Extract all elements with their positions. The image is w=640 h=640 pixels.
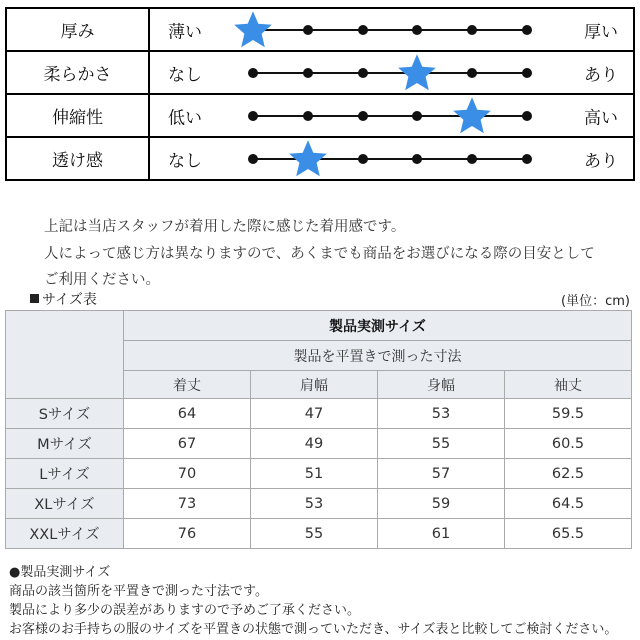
fit-notes bbox=[44, 214, 634, 294]
size-label: Lサイズ bbox=[6, 459, 124, 489]
size-value-cell: 70 bbox=[124, 459, 251, 489]
size-value-cell: 62.5 bbox=[505, 459, 632, 489]
size-value-cell: 73 bbox=[124, 489, 251, 519]
scale-dot bbox=[248, 154, 258, 164]
scale-dot bbox=[522, 111, 532, 121]
footer-line: 商品の該当箇所を平置きで測った寸法です。 bbox=[9, 584, 268, 599]
feel-attribute-label: 伸縮性 bbox=[6, 94, 149, 137]
size-value-cell: 76 bbox=[124, 519, 251, 549]
feel-scale bbox=[149, 94, 634, 137]
feel-rating-table bbox=[5, 7, 635, 181]
scale-low-label: なし bbox=[168, 151, 202, 171]
size-value-cell: 59.5 bbox=[505, 399, 632, 429]
scale-low-label: 薄い bbox=[168, 22, 202, 42]
feel-attribute-label: 柔らかさ bbox=[6, 51, 149, 94]
column-header: 身幅 bbox=[378, 371, 505, 399]
scale-dot bbox=[412, 25, 422, 35]
table-row bbox=[6, 459, 632, 489]
feel-attribute-label: 厚み bbox=[6, 8, 149, 51]
scale-low-label: なし bbox=[168, 65, 202, 85]
size-table-corner bbox=[6, 311, 124, 399]
size-value-cell: 60.5 bbox=[505, 429, 632, 459]
note-line: ご利用ください。 bbox=[44, 272, 160, 288]
scale-dot bbox=[467, 25, 477, 35]
scale-dot bbox=[522, 68, 532, 78]
column-header: 着丈 bbox=[124, 371, 251, 399]
scale-dot bbox=[248, 111, 258, 121]
column-header: 肩幅 bbox=[251, 371, 378, 399]
size-table-title-text: サイズ表 bbox=[42, 292, 97, 308]
size-value-cell: 67 bbox=[124, 429, 251, 459]
scale-track bbox=[253, 29, 527, 31]
column-header: 袖丈 bbox=[505, 371, 632, 399]
scale-track bbox=[253, 72, 527, 74]
size-table-title bbox=[30, 289, 97, 309]
scale-dot bbox=[303, 68, 313, 78]
size-value-cell: 64 bbox=[124, 399, 251, 429]
size-value-cell: 47 bbox=[251, 399, 378, 429]
scale-low-label: 低い bbox=[168, 108, 202, 128]
scale-dot bbox=[358, 68, 368, 78]
scale-dot bbox=[467, 68, 477, 78]
scale-dot bbox=[412, 111, 422, 121]
size-value-cell: 65.5 bbox=[505, 519, 632, 549]
square-bullet-icon bbox=[30, 294, 39, 303]
rating-star-icon bbox=[288, 138, 328, 178]
size-value-cell: 57 bbox=[378, 459, 505, 489]
scale-dot bbox=[358, 111, 368, 121]
feel-row bbox=[6, 8, 634, 51]
feel-row bbox=[6, 137, 634, 180]
size-table-header-main: 製品実測サイズ bbox=[124, 311, 632, 341]
note-line: 人によって感じ方は異なりますので、あくまでも商品をお選びになる際の目安として bbox=[44, 245, 595, 262]
size-value-cell: 55 bbox=[251, 519, 378, 549]
size-value-cell: 51 bbox=[251, 459, 378, 489]
scale-high-label: あり bbox=[584, 65, 618, 85]
scale-dot bbox=[522, 25, 532, 35]
table-row bbox=[6, 429, 632, 459]
scale-dot bbox=[303, 111, 313, 121]
scale-high-label: 高い bbox=[584, 108, 618, 128]
footer-notes bbox=[9, 563, 634, 639]
size-value-cell: 61 bbox=[378, 519, 505, 549]
rating-star-icon bbox=[452, 95, 492, 135]
size-value-cell: 53 bbox=[378, 399, 505, 429]
rating-star-icon bbox=[233, 9, 273, 49]
scale-dot bbox=[522, 154, 532, 164]
size-table bbox=[5, 310, 632, 549]
footer-line: お客様のお手持ちの服のサイズを平置きの状態で測っていただき、サイズ表と比較してご検討ください。 bbox=[9, 622, 618, 637]
scale-dot bbox=[248, 68, 258, 78]
size-value-cell: 49 bbox=[251, 429, 378, 459]
size-label: XLサイズ bbox=[6, 489, 124, 519]
feel-attribute-label: 透け感 bbox=[6, 137, 149, 180]
table-row bbox=[6, 399, 632, 429]
size-value-cell: 64.5 bbox=[505, 489, 632, 519]
feel-scale bbox=[149, 51, 634, 94]
footer-line: 製品により多少の誤差がありますので予めご了承ください。 bbox=[9, 603, 361, 618]
feel-row bbox=[6, 51, 634, 94]
rating-star-icon bbox=[397, 52, 437, 92]
size-label: Sサイズ bbox=[6, 399, 124, 429]
scale-dot bbox=[358, 154, 368, 164]
size-value-cell: 59 bbox=[378, 489, 505, 519]
table-row bbox=[6, 519, 632, 549]
feel-row bbox=[6, 94, 634, 137]
size-value-cell: 55 bbox=[378, 429, 505, 459]
size-label: Mサイズ bbox=[6, 429, 124, 459]
footer-line: ●製品実測サイズ bbox=[9, 565, 111, 580]
scale-dot bbox=[358, 25, 368, 35]
table-row bbox=[6, 489, 632, 519]
size-table-header-sub: 製品を平置きで測った寸法 bbox=[124, 341, 632, 371]
note-line: 上記は当店スタッフが着用した際に感じた着用感です。 bbox=[44, 219, 406, 235]
scale-dot bbox=[467, 154, 477, 164]
size-label: XXLサイズ bbox=[6, 519, 124, 549]
scale-dot bbox=[412, 154, 422, 164]
scale-high-label: 厚い bbox=[584, 22, 618, 42]
scale-dot bbox=[303, 25, 313, 35]
scale-high-label: あり bbox=[584, 151, 618, 171]
unit-label: (単位：cm) bbox=[561, 294, 630, 309]
size-value-cell: 53 bbox=[251, 489, 378, 519]
feel-scale bbox=[149, 8, 634, 51]
feel-scale bbox=[149, 137, 634, 180]
